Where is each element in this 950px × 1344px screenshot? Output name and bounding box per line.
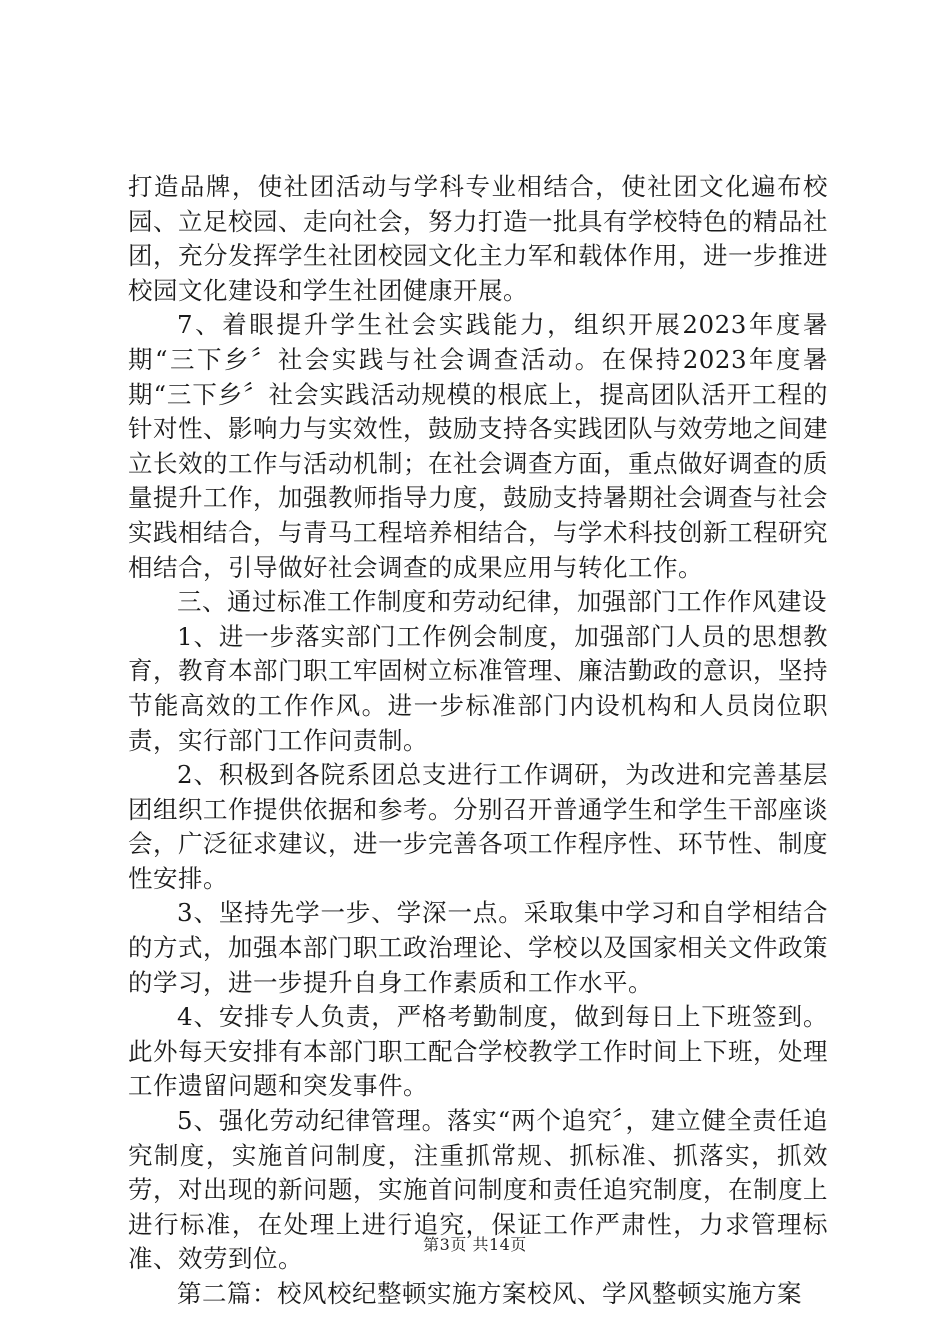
section-heading-3: 三、通过标准工作制度和劳动纪律，加强部门工作作风建设 <box>177 587 827 617</box>
paragraph-item-1: 1、进一步落实部门工作例会制度，加强部门人员的思想教育，教育本部门职工牢固树立标准管理、廉洁勤政的意识，坚持节能高效的工作作风。进一步标准部门内设机构和人员岗位职责，实行部门工作问责制。 <box>128 621 828 755</box>
chapter-heading-part-2: 第二篇：校风校纪整顿实施方案校风、学风整顿实施方案 <box>177 1279 802 1308</box>
document-body <box>128 170 828 1312</box>
page-number-footer: 第3页 共14页 <box>423 1235 527 1254</box>
paragraph-item-7: 7、着眼提升学生社会实践能力，组织开展2023年度暑期“三下乡〞社会实践与社会调查活动。在保持2023年度暑期“三下乡〞社会实践活动规模的根底上，提高团队活开工程的针对性、影响力与实效性，鼓励支持各实践团队与效劳地之间建立长效的工作与活动机制；在社会调查方面，重点做好调查的质量提升工作，加强教师指导力度，鼓励支持暑期社会调查与社会实践相结合，与青马工程培养相结合，与学术科技创新工程研究相结合，引导做好社会调查的成果应用与转化工作。 <box>128 310 828 582</box>
paragraph-item-2: 2、积极到各院系团总支进行工作调研，为改进和完善基层团组织工作提供依据和参考。分别召开普通学生和学生干部座谈会，广泛征求建议，进一步完善各项工作程序性、环节性、制度性安排。 <box>128 760 828 893</box>
paragraph-item-3: 3、坚持先学一步、学深一点。采取集中学习和自学相结合的方式，加强本部门职工政治理论、学校以及国家相关文件政策的学习，进一步提升自身工作素质和工作水平。 <box>128 898 828 997</box>
paragraph-item-4: 4、安排专人负责，严格考勤制度，做到每日上下班签到。此外每天安排有本部门职工配合学校教学工作时间上下班，处理工作遗留问题和突发事件。 <box>128 1002 828 1101</box>
paragraph-continuation: 打造品牌，使社团活动与学科专业相结合，使社团文化遍布校园、立足校园、走向社会，努力打造一批具有学校特色的精品社团，充分发挥学生社团校园文化主力军和载体作用，进一步推进校园文化建设和学生社团健康开展。 <box>128 172 828 305</box>
paragraph-item-5: 5、强化劳动纪律管理。落实“两个追究〞，建立健全责任追究制度，实施首问制度，注重抓常规、抓标准、抓落实，抓效劳，对出现的新问题，实施首问制度和责任追究制度，在制度上进行标准，在处理上进行追究，保证工作严肃性，力求管理标准、效劳到位。 <box>128 1106 828 1274</box>
